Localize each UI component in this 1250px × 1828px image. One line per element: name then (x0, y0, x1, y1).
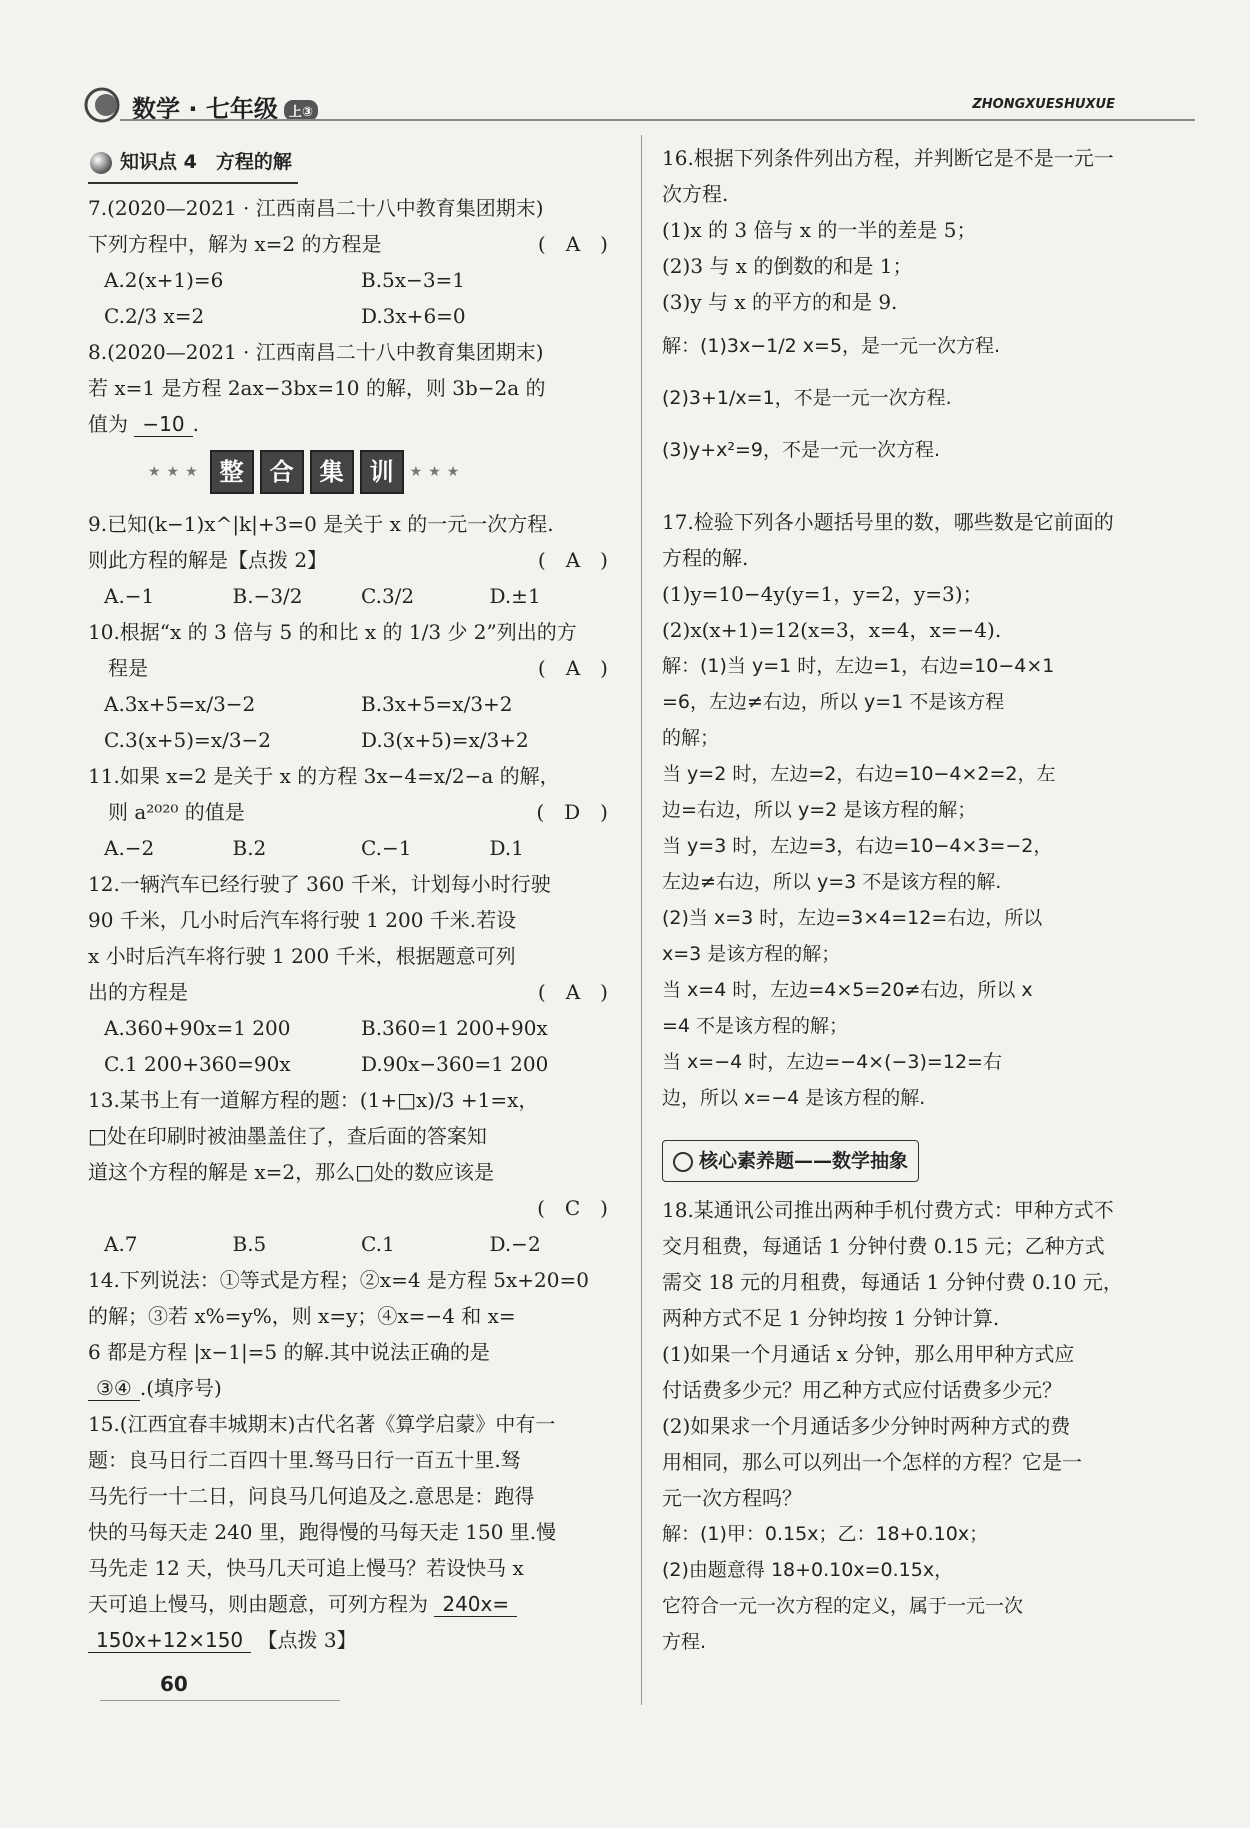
q10-options (88, 686, 618, 758)
q10-stem-2: 程是 ( A ) (108, 656, 608, 680)
question-11 (88, 758, 618, 866)
q18-stem-line: 两种方式不足 1 分钟均按 1 分钟计算. (662, 1306, 1000, 1330)
q17-solution-line: 解：(1)当 y=1 时，左边=1，右边=10−4×1 (662, 655, 1055, 677)
banner-char-4: 训 (360, 450, 404, 494)
q18-solution-line: 方程. (662, 1631, 707, 1653)
q18-stem-line: 18.某通讯公司推出两种手机付费方式：甲种方式不 (662, 1198, 1114, 1222)
q13-option-c: C.1 (361, 1232, 395, 1256)
q12-stem-3: x 小时后汽车将行驶 1 200 千米，根据题意可列 (88, 944, 516, 968)
q14-stem-2: 的解；③若 x%=y%，则 x=y；④x=−4 和 x= (88, 1304, 516, 1328)
q15-answer-line (88, 1622, 618, 1658)
q9-answer: A (565, 548, 581, 572)
q12-options (88, 1010, 618, 1082)
q18-stem-line: 用相同，那么可以列出一个怎样的方程？它是一 (662, 1450, 1082, 1474)
question-17 (662, 504, 1202, 1116)
question-12 (88, 866, 618, 1082)
q11-option-d: D.1 (489, 836, 524, 860)
question-7 (88, 190, 618, 334)
q14-answer-line: ③④ .(填序号) (88, 1370, 618, 1406)
q17-solution-line: 边=右边，所以 y=2 是该方程的解； (662, 799, 977, 821)
q17-solution-line: =6，左边≠右边，所以 y=1 不是该方程 (662, 691, 1005, 713)
q13-stem-2: □处在印刷时被油墨盖住了，查后面的答案知 (88, 1124, 487, 1148)
q7-option-c: C.2/3 x=2 (104, 304, 205, 328)
q18-solution-line: (2)由题意得 18+0.10x=0.15x， (662, 1559, 954, 1581)
q7-option-a: A.2(x+1)=6 (104, 268, 224, 292)
q9-options (88, 578, 618, 614)
q17-solution-line: 当 x=4 时，左边=4×5=20≠右边，所以 x (662, 979, 1033, 1001)
q15-stem-3: 马先行一十二日，问良马几何追及之.意思是：跑得 (88, 1484, 535, 1508)
q18-solution-line: 它符合一元一次方程的定义，属于一元一次 (662, 1595, 1024, 1617)
q15-stem-5: 马先走 12 天，快马几天可追上慢马？若设快马 x (88, 1556, 524, 1580)
question-15 (88, 1406, 618, 1658)
column-divider (641, 135, 642, 1705)
q13-answer: C (564, 1196, 581, 1220)
q16-stem: 16.根据下列条件列出方程，并判断它是不是一元一 (662, 146, 1114, 170)
footer-rule (100, 1700, 340, 1701)
q11-options (88, 830, 618, 866)
q9-option-d: D.±1 (489, 584, 541, 608)
q12-stem-2: 90 千米，几小时后汽车将行驶 1 200 千米.若设 (88, 908, 517, 932)
right-column (662, 140, 1202, 1660)
q16-solution (662, 320, 1202, 476)
q9-stem: 9.已知(k−1)x^|k|+3=0 是关于 x 的一元一次方程. (88, 512, 554, 536)
question-9 (88, 506, 618, 614)
q17-stem: 17.检验下列各小题括号里的数，哪些数是它前面的 (662, 510, 1114, 534)
q18-stem-line: 元一次方程吗？ (662, 1486, 802, 1510)
banner-char-2: 合 (260, 450, 304, 494)
q18-solution-line: 解：(1)甲：0.15x；乙：18+0.10x； (662, 1523, 989, 1545)
volume-badge: 上③ (284, 100, 318, 121)
heart-icon (673, 1152, 693, 1172)
q9-option-c: C.3/2 (361, 584, 415, 608)
q17-stem-2: 方程的解. (662, 546, 749, 570)
q12-option-a: A.360+90x=1 200 (104, 1016, 291, 1040)
q15-answer-1: 240x= (434, 1592, 517, 1617)
logo-icon (80, 85, 120, 125)
section-title: 知识点 4 方程的解 (88, 144, 298, 184)
q17-item-2: (2)x(x+1)=12(x=3，x=4，x=−4). (662, 618, 1002, 642)
q11-option-b: B.2 (232, 836, 267, 860)
page-number: 60 (160, 1672, 188, 1696)
question-14 (88, 1262, 618, 1406)
q12-option-c: C.1 200+360=90x (104, 1052, 291, 1076)
q17-solution-line: x=3 是该方程的解； (662, 943, 841, 965)
left-column (88, 140, 618, 1658)
stars-right-icon: ★★★ (409, 464, 466, 480)
q16-item-1: (1)x 的 3 倍与 x 的一半的差是 5； (662, 218, 977, 242)
question-13 (88, 1082, 618, 1262)
q10-option-b: B.3x+5=x/3+2 (361, 692, 513, 716)
q18-solution (662, 1516, 1202, 1660)
q16-item-3: (3)y 与 x 的平方的和是 9. (662, 290, 898, 314)
q18-stem-line: (1)如果一个月通话 x 分钟，那么用甲种方式应 (662, 1342, 1075, 1366)
q18-stem-line: (2)如果求一个月通话多少分钟时两种方式的费 (662, 1414, 1071, 1438)
q14-answer: ③④ (88, 1376, 140, 1401)
q12-stem-4: 出的方程是 ( A ) (88, 980, 608, 1004)
q11-stem-2: 则 a²⁰²⁰ 的值是 ( D ) (108, 800, 608, 824)
q17-solution-line: (2)当 x=3 时，左边=3×4=12=右边，所以 (662, 907, 1043, 929)
q17-solution (662, 648, 1202, 1116)
q17-solution-line: 左边≠右边，所以 y=3 不是该方程的解. (662, 871, 1002, 893)
q11-answer: D (564, 800, 581, 824)
q7-answer: A (565, 232, 581, 256)
q14-stem-3: 6 都是方程 |x−1|=5 的解.其中说法正确的是 (88, 1340, 490, 1364)
q8-answer: −10 (134, 412, 192, 437)
q17-solution-line: =4 不是该方程的解； (662, 1015, 849, 1037)
q18-stem-line: 交月租费，每通话 1 分钟付费 0.15 元；乙种方式 (662, 1234, 1105, 1258)
question-8 (88, 334, 618, 442)
q12-option-d: D.90x−360=1 200 (361, 1052, 549, 1076)
q18-stem-line: 付话费多少元？用乙种方式应付话费多少元？ (662, 1378, 1062, 1402)
banner-char-3: 集 (310, 450, 354, 494)
q8-stem: 若 x=1 是方程 2ax−3bx=10 的解，则 3b−2a 的 (88, 376, 546, 400)
q7-source: 7.(2020—2021 · 江西南昌二十八中教育集团期末) (88, 196, 544, 220)
q8-source: 8.(2020—2021 · 江西南昌二十八中教育集团期末) (88, 340, 544, 364)
q18-stem-line: 需交 18 元的月租费，每通话 1 分钟付费 0.10 元， (662, 1270, 1123, 1294)
q10-option-d: D.3(x+5)=x/3+2 (361, 728, 529, 752)
q9-option-a: A.−1 (104, 584, 155, 608)
q7-option-d: D.3x+6=0 (361, 304, 466, 328)
q15-stem-4: 快的马每天走 240 里，跑得慢的马每天走 150 里.慢 (88, 1520, 557, 1544)
banner-char-1: 整 (210, 450, 254, 494)
q10-stem: 10.根据“x 的 3 倍与 5 的和比 x 的 1/3 少 2”列出的方 (88, 620, 577, 644)
q10-answer: A (565, 656, 581, 680)
q15-answer-2: 150x+12×150 (88, 1628, 251, 1653)
section-banner (148, 450, 618, 494)
section-ball-icon (90, 152, 112, 174)
question-10 (88, 614, 618, 758)
header-title: 数学 · 七年级 上③ (132, 89, 318, 124)
q7-stem: 下列方程中，解为 x=2 的方程是 ( A ) (88, 232, 608, 256)
q16-solution-2: (2)3+1/x=1，不是一元一次方程. (662, 387, 952, 409)
question-18 (662, 1192, 1202, 1660)
q11-option-c: C.−1 (361, 836, 412, 860)
q9-stem-2: 则此方程的解是【点拨 2】 ( A ) (88, 548, 608, 572)
q16-solution-3: (3)y+x²=9，不是一元一次方程. (662, 439, 940, 461)
q15-stem-6: 天可追上慢马，则由题意，可列方程为 240x= (88, 1586, 618, 1622)
q9-option-b: B.−3/2 (232, 584, 303, 608)
page-header (80, 85, 1195, 125)
q13-option-d: D.−2 (489, 1232, 541, 1256)
q17-solution-line: 边，所以 x=−4 是该方程的解. (662, 1087, 926, 1109)
stars-left-icon: ★★★ (148, 464, 204, 480)
q8-stem-2: 值为 −10 . (88, 412, 199, 436)
q15-stem-2: 题：良马日行二百四十里.驽马日行一百五十里.驽 (88, 1448, 521, 1472)
q11-stem: 11.如果 x=2 是关于 x 的方程 3x−4=x/2−a 的解， (88, 764, 560, 788)
q13-option-a: A.7 (104, 1232, 138, 1256)
q16-item-2: (2)3 与 x 的倒数的和是 1； (662, 254, 913, 278)
q7-options (88, 262, 618, 334)
q13-options (88, 1226, 618, 1262)
q17-item-1: (1)y=10−4y(y=1，y=2，y=3)； (662, 582, 983, 606)
q17-solution-line: 的解； (662, 727, 720, 749)
q15-hint: 【点拨 3】 (257, 1628, 357, 1652)
q17-solution-line: 当 x=−4 时，左边=−4×(−3)=12=右 (662, 1051, 1002, 1073)
q10-option-c: C.3(x+5)=x/3−2 (104, 728, 272, 752)
q11-option-a: A.−2 (104, 836, 155, 860)
q13-stem: 13.某书上有一道解方程的题：(1+□x)/3 +1=x， (88, 1088, 539, 1112)
core-literacy-title: 核心素养题——数学抽象 (662, 1140, 919, 1182)
q12-option-b: B.360=1 200+90x (361, 1016, 548, 1040)
q17-solution-line: 当 y=2 时，左边=2，右边=10−4×2=2，左 (662, 763, 1056, 785)
header-brand: ZHONGXUESHUXUE (972, 97, 1115, 112)
header-rule (120, 119, 1195, 121)
q16-solution-1: 解：(1)3x−1/2 x=5，是一元一次方程. (662, 335, 1001, 357)
q13-option-b: B.5 (232, 1232, 267, 1256)
q10-option-a: A.3x+5=x/3−2 (104, 692, 256, 716)
q17-solution-line: 当 y=3 时，左边=3，右边=10−4×3=−2， (662, 835, 1053, 857)
question-16 (662, 140, 1202, 476)
q14-stem: 14.下列说法：①等式是方程；②x=4 是方程 5x+20=0 (88, 1268, 589, 1292)
q13-stem-3: 道这个方程的解是 x=2，那么□处的数应该是 (88, 1160, 495, 1184)
q7-option-b: B.5x−3=1 (361, 268, 466, 292)
q16-stem-2: 次方程. (662, 182, 729, 206)
q13-answer-line: ( C ) (537, 1196, 608, 1220)
q12-stem: 12.一辆汽车已经行驶了 360 千米，计划每小时行驶 (88, 872, 551, 896)
q15-stem: 15.(江西宜春丰城期末)古代名著《算学启蒙》中有一 (88, 1412, 556, 1436)
q12-answer: A (565, 980, 581, 1004)
